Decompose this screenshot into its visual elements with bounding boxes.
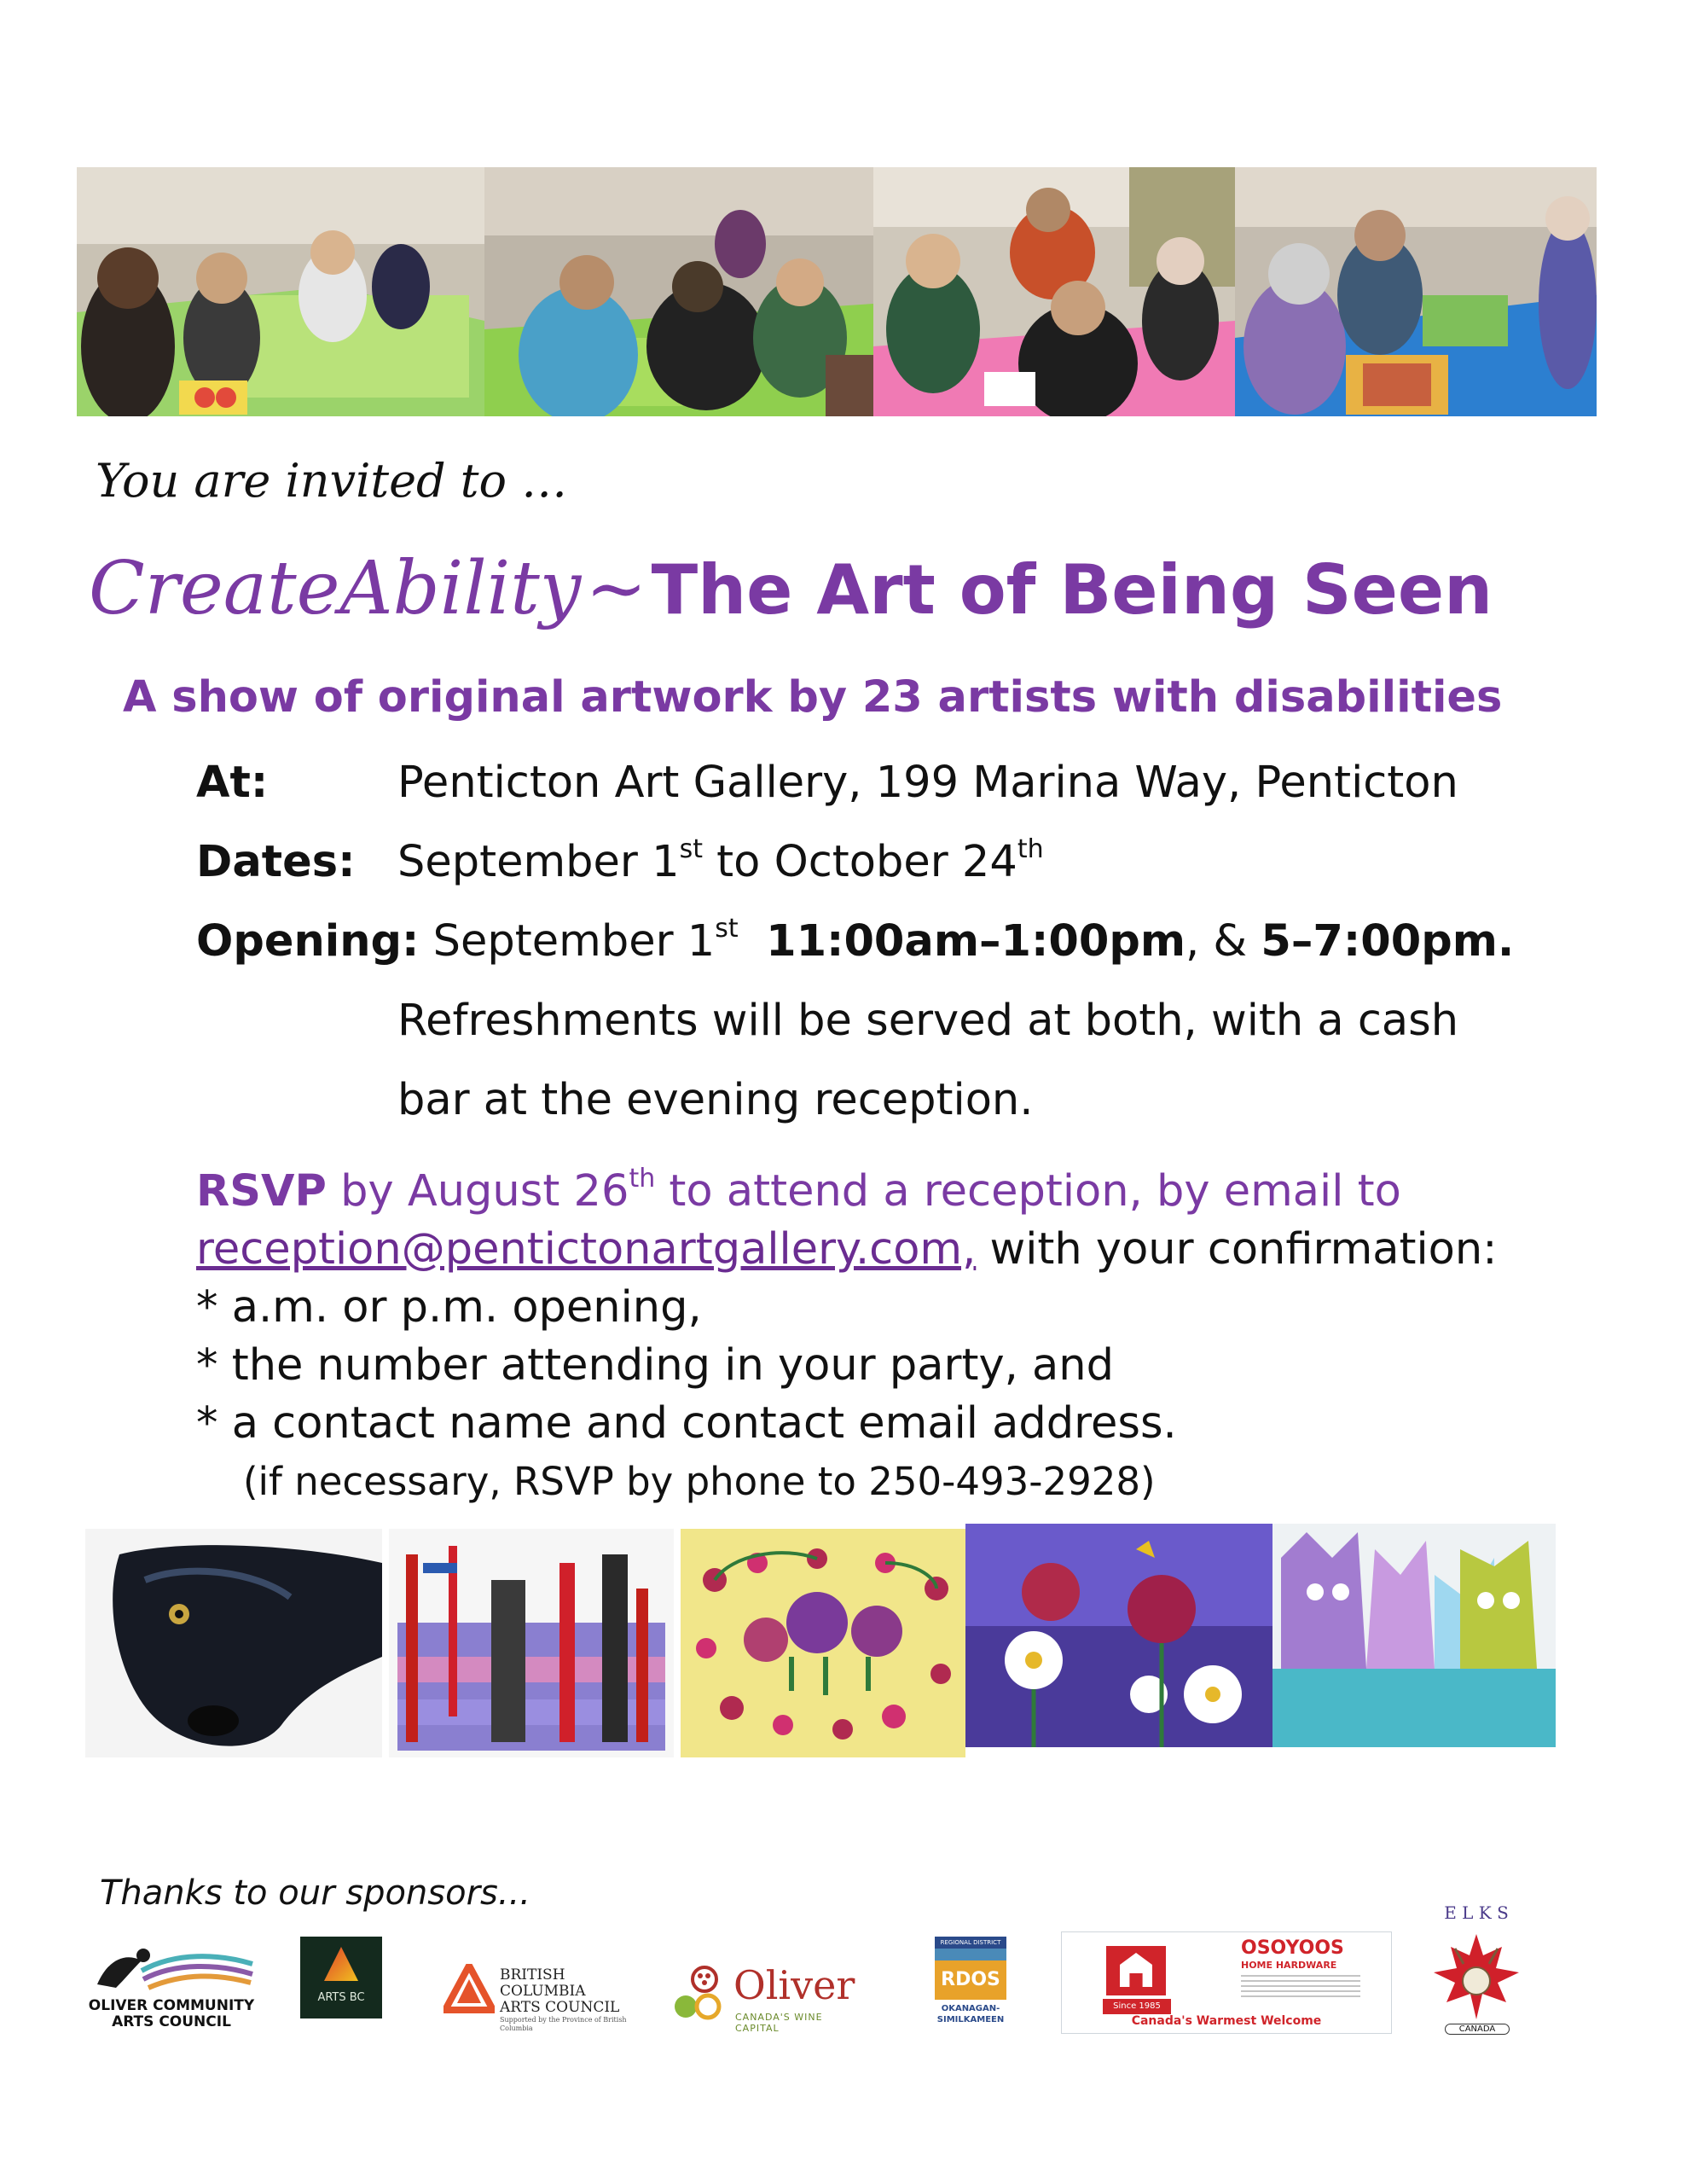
rdos-logo [935,1937,1006,2032]
opening-label: Opening: [196,916,420,967]
abstract-painting [389,1529,674,1757]
rsvp-label: RSVP [196,1166,327,1217]
opening-time-1: 11:00am–1:00pm [766,916,1186,967]
rdos-top-label: REGIONAL DISTRICT [935,1937,1006,1949]
opening-date-sup: st [715,914,739,944]
rsvp-deadline-sup: th [629,1164,656,1194]
title-main: The Art of Being Seen [651,550,1493,630]
event-subtitle: A show of original artwork by 23 artists with disabilities [123,672,1503,723]
rsvp-line [196,1166,1401,1217]
rdos-name-line-1: OKANAGAN- [941,2004,1000,2013]
purple-flowers-painting [965,1524,1272,1747]
bc-arts-council-line-1: BRITISH COLUMBIA [500,1966,586,2000]
opening-time-2: 5–7:00pm. [1261,916,1515,967]
rsvp-item-1: * a.m. or p.m. opening, [196,1282,702,1333]
flower-wreath-painting [681,1529,965,1757]
osoyoos-name: OSOYOOS [1241,1937,1344,1959]
oliver-tagline: CANADA'S WINE CAPITAL [735,2012,823,2034]
workshop-photo-3 [873,167,1235,416]
osoyoos-home-hardware-logo [1061,1931,1392,2034]
elks-canada: CANADA [1445,2024,1510,2035]
sponsors-heading: Thanks to our sponsors... [100,1873,531,1913]
venue-label: At: [196,758,269,808]
venue-value: Penticton Art Gallery, 199 Marina Way, Penticton [397,758,1458,808]
workshop-photo-4 [1235,167,1597,416]
dates-start: September 1 [397,837,680,887]
bc-arts-council-tagline: Supported by the Province of British Columbia [500,2016,627,2032]
elks-canada-logo [1424,1902,1528,2039]
rsvp-email-suffix: with your confirmation: [989,1224,1498,1275]
dates-start-sup: st [679,834,703,864]
opening-date: September 1 [432,916,716,967]
oliver-arts-council-logo [82,1943,261,2029]
oliver-logo [670,1962,867,2034]
dates-end-sup: th [1017,834,1044,864]
invitation-lead: You are invited to … [96,454,568,508]
rsvp-deadline: by August 26 [340,1166,629,1217]
rdos-acronym: RDOS [935,1960,1006,2000]
title-script: CreateAbility [89,546,582,631]
osoyoos-subname: HOME HARDWARE [1241,1960,1337,1971]
bc-arts-council-line-2: ARTS COUNCIL [500,1999,620,2016]
rsvp-item-3: * a contact name and contact email address. [196,1398,1177,1449]
refreshments-line-2: bar at the evening reception. [397,1075,1034,1125]
osoyoos-tagline: Canada's Warmest Welcome [1131,2014,1322,2028]
dog-painting [85,1529,382,1757]
elks-name: E L K S [1444,1902,1509,1923]
workshop-photo-2 [484,167,873,416]
dates-label: Dates: [196,837,356,887]
rsvp-email-link[interactable]: reception@pentictonartgallery.com, [196,1224,977,1275]
rsvp-purpose: to attend a reception, by email to [655,1166,1401,1217]
bc-arts-council-logo [443,1962,640,2032]
dates-end: to October 24 [702,837,1017,887]
title-separator: ~ [585,546,647,631]
oliver-name: Oliver [733,1962,855,2008]
arts-bc-name: ARTS BC [317,1991,365,2004]
oliver-arts-council-name: OLIVER COMMUNITY ARTS COUNCIL [88,1997,255,2030]
venue-row [196,758,1458,808]
rsvp-item-2: * the number attending in your party, and [196,1340,1115,1391]
cats-painting [1272,1524,1556,1747]
event-title [89,546,1493,631]
workshop-photo-1 [77,167,484,416]
opening-row [196,916,1514,967]
dates-row [196,834,1044,887]
osoyoos-since: Since 1985 [1103,1999,1171,2014]
rsvp-email-line [196,1224,1497,1275]
refreshments-line-1: Refreshments will be served at both, with a cash [397,996,1459,1046]
rsvp-phone-note: (if necessary, RSVP by phone to 250-493-2928) [243,1459,1156,1504]
rdos-name-line-2: SIMILKAMEEN [936,2015,1005,2024]
arts-bc-logo [300,1937,382,2018]
opening-separator: , & [1185,916,1248,967]
